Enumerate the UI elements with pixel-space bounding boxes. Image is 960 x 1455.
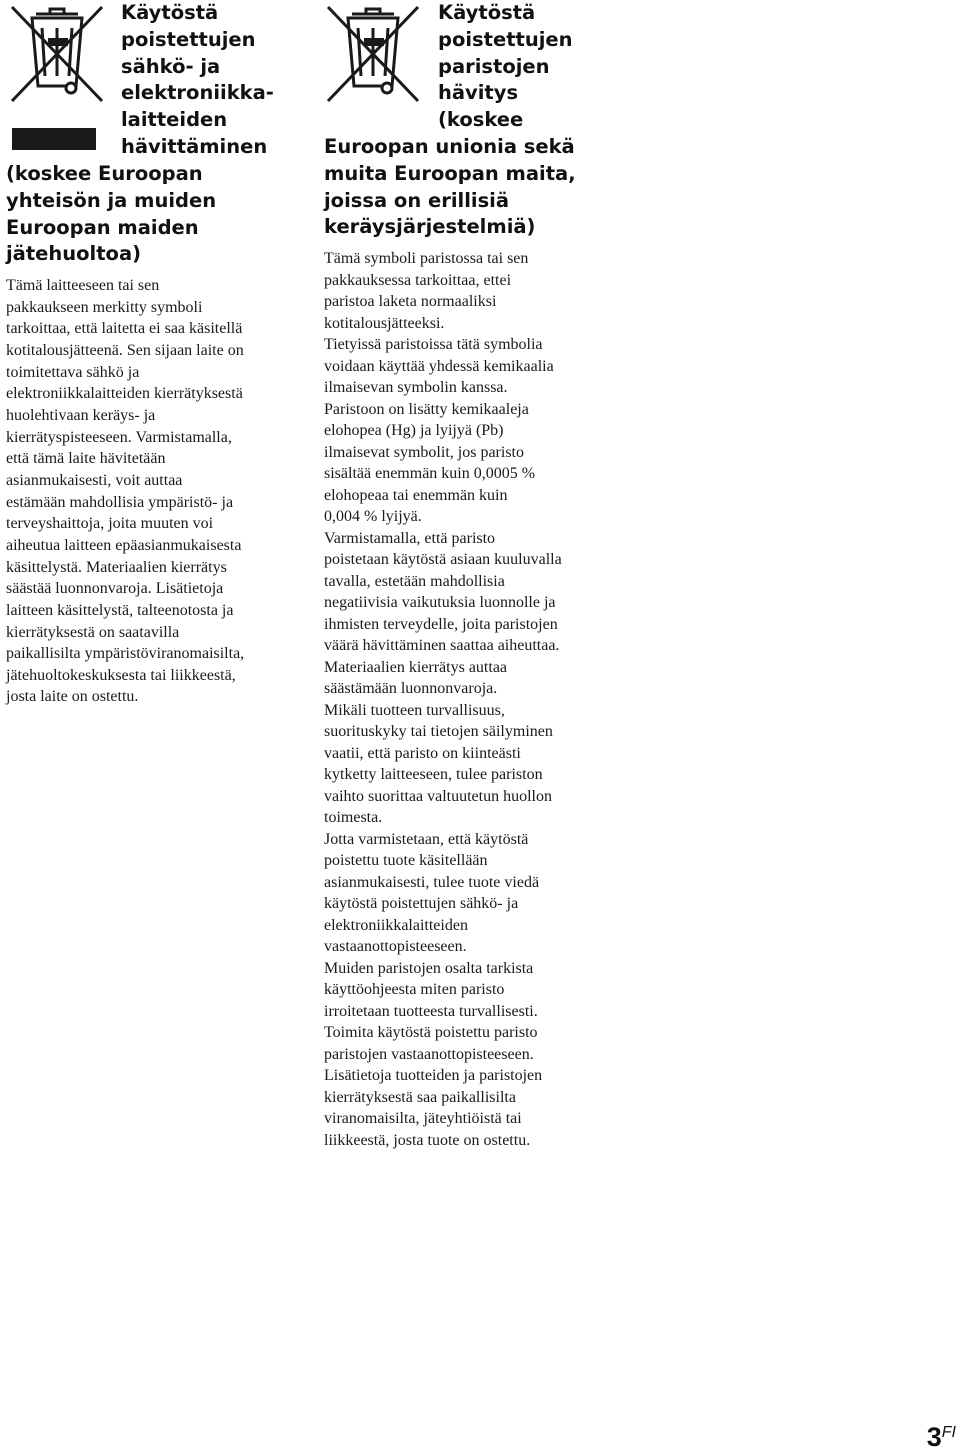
body-text-batteries: Tämä symboli paristossa tai sen pakkauksessa tarkoittaa, ettei paristoa laketa normaaliksi kotitalousjätteeksi. Tietyissä paristoissa tätä symbolia voidaan käyttää yhdessä kemikaalia ilmaisevan symbolin kanssa. Paristoon on lisätty kemikaaleja elohopea (Hg) ja lyijyä (Pb) ilmaisevat symbolit, jos paristo sisältää enemmän kuin 0,0005 % elohopeaa tai enemmän kuin 0,004 % lyijyä. Varmistamalla, että paristo poistetaan käytöstä asiaan kuuluvalla tavalla, estetään mahdollisia negatiivisia vaikutuksia luonnolle ja ihmisten terveydelle, joita paristojen väärä hävittäminen saattaa aiheuttaa. Materiaalien kierrätys auttaa säästämään luonnonvaroja. Mikäli tuotteen turvallisuus, suorituskyky tai tietojen säilyminen vaatii, että paristo on kiinteästi kytketty laitteeseen, tulee pariston vaihto suorittaa valtuutetun huollon toimesta. Jotta varmistetaan, että käytöstä poistettu tuote käsitellään asianmukaisesti, tulee tuote viedä käytöstä poistettujen sähkö- ja elektroniikkalaitteiden vastaanottopisteeseen. Muiden paristojen osalta tarkista käyttöohjeesta miten paristo irroitetaan tuotteesta turvallisesti. Toimita käytöstä poistettu paristo paristojen vastaanottopisteeseen. Lisätietoja tuotteiden ja paristojen kierrätyksestä saa paikallisilta viranomaisilta, jäteyhtiöistä tai liikkeestä, josta tuote on ostettu.	[324, 250, 562, 1149]
section-title-electronics: Käytöstä poistettujen sähkö- ja elektroniikka- laitteiden hävittäminen	[121, 1, 274, 158]
crossed-out-wheelie-bin-icon	[324, 4, 422, 108]
crossed-out-wheelie-bin-with-bar-icon	[8, 4, 106, 152]
page-number-value: 3	[926, 1422, 942, 1452]
section-subtitle-electronics: (koskee Euroopan yhteisön ja muiden Euroopan maiden jätehuoltoa)	[6, 162, 217, 266]
body-text-electronics: Tämä laitteeseen tai sen pakkaukseen merkitty symboli tarkoittaa, että laitetta ei saa käsitellä kotitalousjätteenä. Sen sijaan laite on toimitettava sähkö ja elektroniikkalaitteiden kierrätyksestä huolehtivaan keräys- ja kierrätyspisteeseen. Varmistamalla, että tämä laite hävitetään asianmukaisesti, voit auttaa estämään mahdollisia ympäristö- ja terveyshaittoja, joita muuten voi aiheutua laitteen epäasianmukaisesta käsittelystä. Materiaalien kierrätys säästää luonnonvaroja. Lisätietoja laitteen käsittelystä, talteenotosta ja kierrätyksestä on saatavilla paikallisilta ympäristöviranomaisilta, jätehuoltokeskuksesta tai liikkeestä, josta laite on ostettu.	[6, 277, 245, 706]
section-title-batteries: Käytöstä poistettujen paristojen hävitys (koskee	[438, 1, 573, 132]
language-code: FI	[941, 1424, 956, 1441]
section-subtitle-batteries: Euroopan unionia sekä muita Euroopan maita, joissa on erillisiä keräysjärjestelmiä)	[324, 135, 576, 239]
page-number	[927, 1422, 956, 1453]
